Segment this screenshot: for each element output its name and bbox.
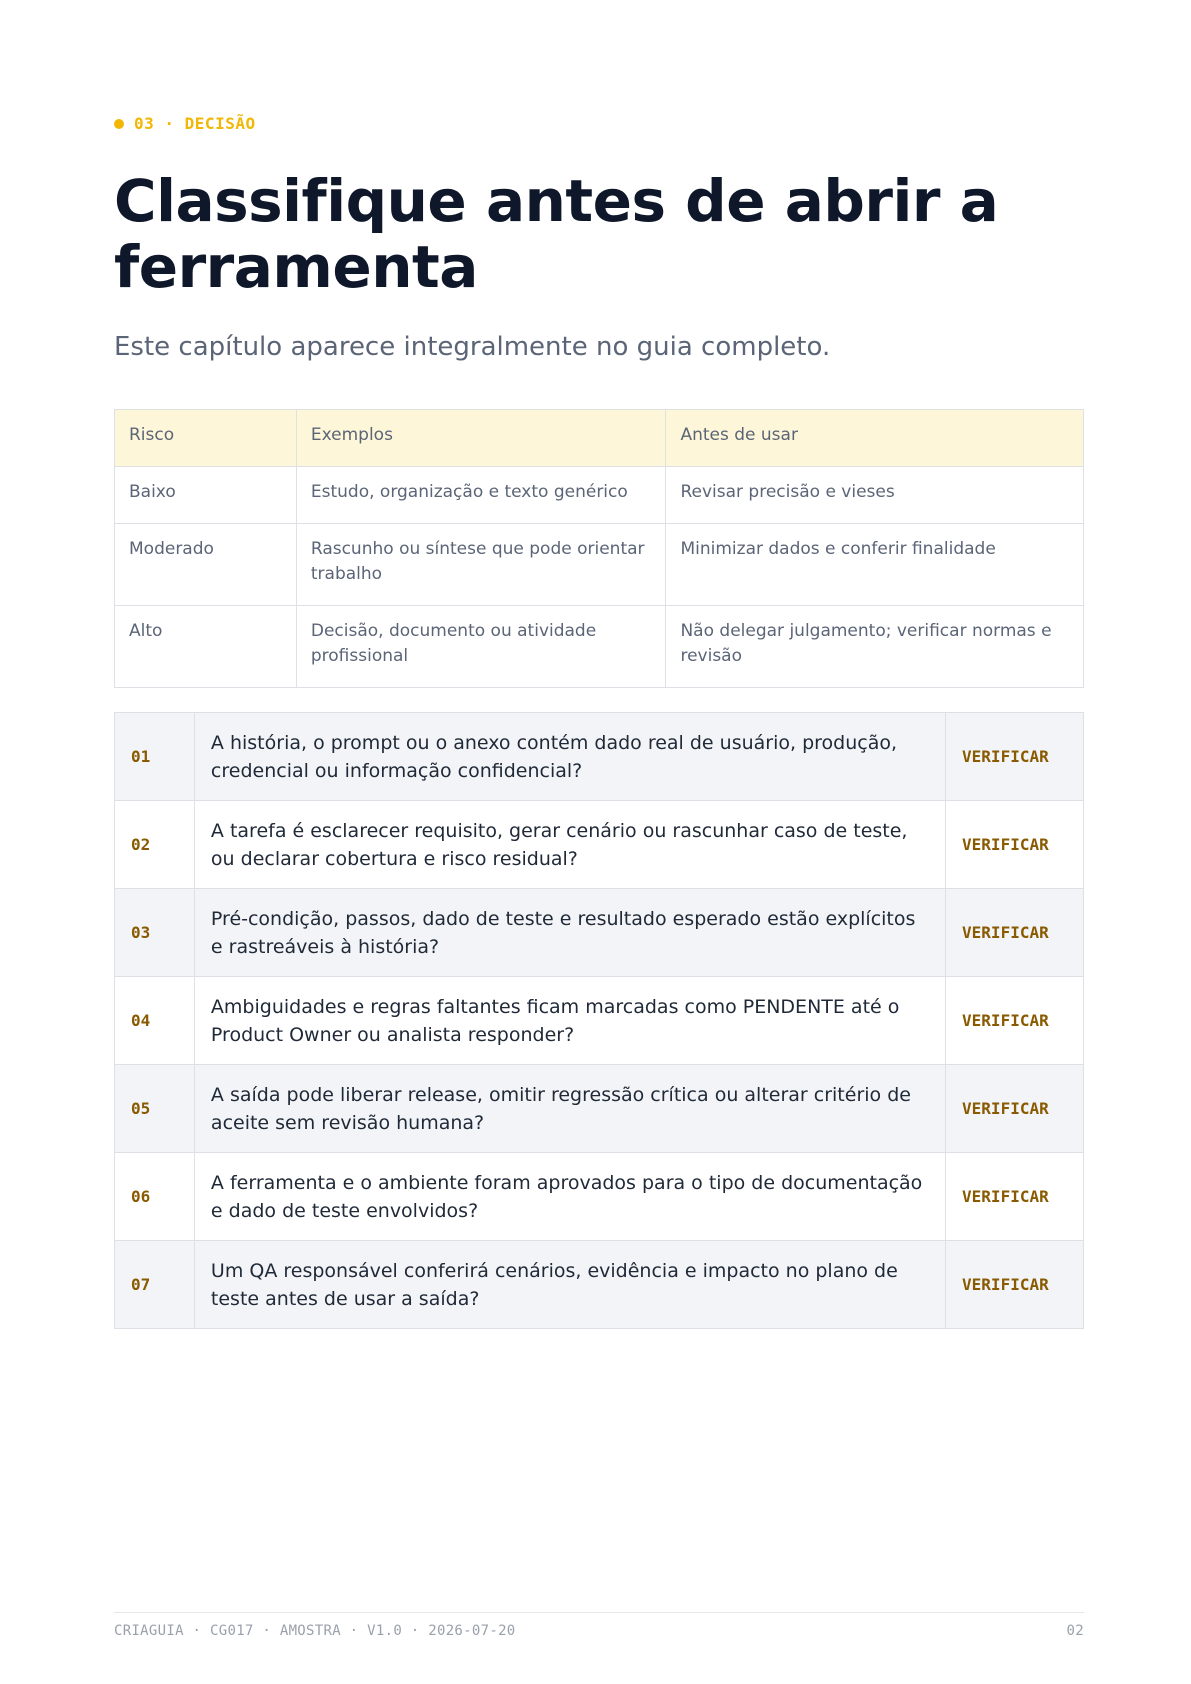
- checklist-question: Ambiguidades e regras faltantes ficam marcadas como PENDENTE até o Product Owner ou analista responder?: [194, 977, 945, 1065]
- risk-before-use: Não delegar julgamento; verificar normas e revisão: [666, 606, 1084, 688]
- checklist-question: Um QA responsável conferirá cenários, evidência e impacto no plano de teste antes de usar a saída?: [194, 1241, 945, 1329]
- checklist-item: [115, 889, 1084, 977]
- risk-table-header-row: [115, 410, 1084, 467]
- page-subtitle: Este capítulo aparece integralmente no guia completo.: [114, 332, 831, 362]
- checklist-question: A história, o prompt ou o anexo contém dado real de usuário, produção, credencial ou informação confidencial?: [194, 713, 945, 801]
- checklist-item: [115, 713, 1084, 801]
- page-number: 02: [1066, 1623, 1084, 1639]
- risk-examples: Estudo, organização e texto genérico: [296, 467, 666, 524]
- page-title: Classifique antes de abrir a ferramenta: [114, 167, 999, 301]
- risk-header-examples: Exemplos: [296, 410, 666, 467]
- checklist-number: 02: [115, 801, 195, 889]
- risk-row-moderate: [115, 524, 1084, 606]
- checklist-item: [115, 1153, 1084, 1241]
- checklist-number: 07: [115, 1241, 195, 1329]
- risk-table: [114, 409, 1084, 688]
- verify-tag: VERIFICAR: [946, 977, 1084, 1065]
- checklist-number: 04: [115, 977, 195, 1065]
- checklist-number: 01: [115, 713, 195, 801]
- footer-divider: [114, 1612, 1084, 1613]
- risk-level: Moderado: [115, 524, 297, 606]
- verify-tag: VERIFICAR: [946, 1153, 1084, 1241]
- section-kicker: [114, 114, 256, 133]
- checklist-number: 05: [115, 1065, 195, 1153]
- checklist-table: [114, 712, 1084, 1329]
- risk-examples: Rascunho ou síntese que pode orientar trabalho: [296, 524, 666, 606]
- risk-before-use: Revisar precisão e vieses: [666, 467, 1084, 524]
- checklist-number: 03: [115, 889, 195, 977]
- checklist-item: [115, 801, 1084, 889]
- document-page: [114, 0, 1084, 1684]
- checklist-item: [115, 1241, 1084, 1329]
- risk-before-use: Minimizar dados e conferir finalidade: [666, 524, 1084, 606]
- bullet-dot-icon: [114, 119, 124, 129]
- section-kicker-label: 03 · DECISÃO: [134, 114, 256, 133]
- verify-tag: VERIFICAR: [946, 1241, 1084, 1329]
- checklist-question: A saída pode liberar release, omitir regressão crítica ou alterar critério de aceite sem revisão humana?: [194, 1065, 945, 1153]
- risk-level: Alto: [115, 606, 297, 688]
- verify-tag: VERIFICAR: [946, 1065, 1084, 1153]
- checklist-question: Pré-condição, passos, dado de teste e resultado esperado estão explícitos e rastreáveis à história?: [194, 889, 945, 977]
- verify-tag: VERIFICAR: [946, 713, 1084, 801]
- checklist-number: 06: [115, 1153, 195, 1241]
- risk-level: Baixo: [115, 467, 297, 524]
- checklist-item: [115, 977, 1084, 1065]
- risk-header-before-use: Antes de usar: [666, 410, 1084, 467]
- risk-header-risk: Risco: [115, 410, 297, 467]
- page-footer: [114, 1623, 1084, 1639]
- checklist-question: A ferramenta e o ambiente foram aprovados para o tipo de documentação e dado de teste envolvidos?: [194, 1153, 945, 1241]
- checklist-question: A tarefa é esclarecer requisito, gerar cenário ou rascunhar caso de teste, ou declarar cobertura e risco residual?: [194, 801, 945, 889]
- verify-tag: VERIFICAR: [946, 889, 1084, 977]
- footer-meta: CRIAGUIA · CG017 · AMOSTRA · V1.0 · 2026-07-20: [114, 1623, 516, 1639]
- checklist-item: [115, 1065, 1084, 1153]
- risk-examples: Decisão, documento ou atividade profissional: [296, 606, 666, 688]
- risk-row-high: [115, 606, 1084, 688]
- risk-row-low: [115, 467, 1084, 524]
- verify-tag: VERIFICAR: [946, 801, 1084, 889]
